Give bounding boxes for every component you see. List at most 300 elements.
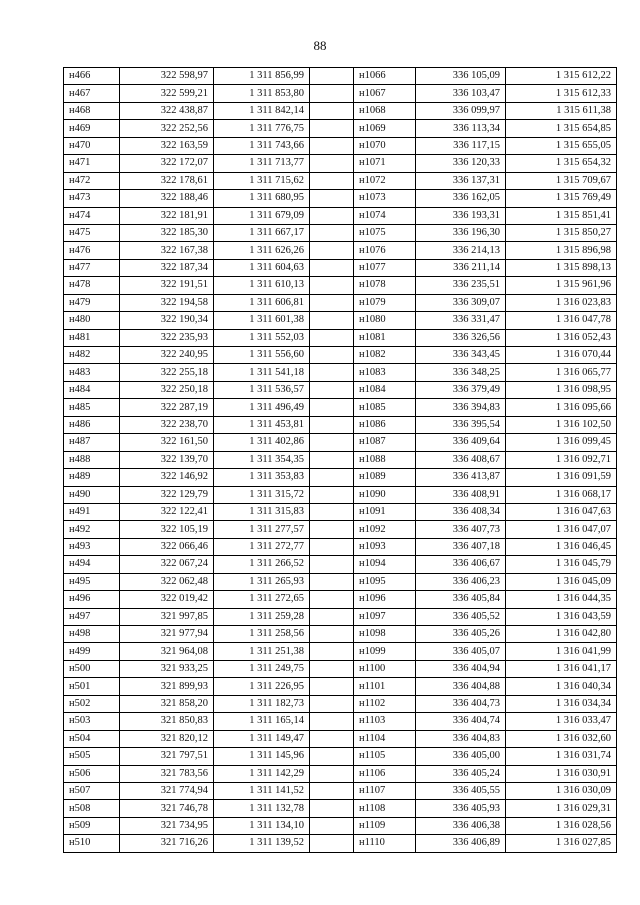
- table-row: [64, 312, 617, 329]
- spacer-cell: [310, 68, 354, 85]
- point-id-cell: н1104: [354, 730, 416, 747]
- table-row: [64, 678, 617, 695]
- point-id-cell: н1107: [354, 782, 416, 799]
- table-row: [64, 102, 617, 119]
- y-coordinate-cell: 1 316 041,17: [506, 660, 617, 677]
- point-id-cell: н1076: [354, 242, 416, 259]
- x-coordinate-cell: 322 172,07: [120, 155, 214, 172]
- spacer-cell: [310, 242, 354, 259]
- x-coordinate-cell: 322 185,30: [120, 224, 214, 241]
- point-id-cell: н1108: [354, 800, 416, 817]
- point-id-cell: н1110: [354, 835, 416, 852]
- x-coordinate-cell: 322 287,19: [120, 399, 214, 416]
- spacer-cell: [310, 120, 354, 137]
- coordinates-table-body: [64, 68, 617, 853]
- point-id-cell: н469: [64, 120, 120, 137]
- x-coordinate-cell: 336 211,14: [416, 259, 506, 276]
- table-row: [64, 434, 617, 451]
- point-id-cell: н1097: [354, 608, 416, 625]
- point-id-cell: н476: [64, 242, 120, 259]
- y-coordinate-cell: 1 311 145,96: [214, 748, 310, 765]
- point-id-cell: н494: [64, 556, 120, 573]
- point-id-cell: н1066: [354, 68, 416, 85]
- y-coordinate-cell: 1 311 402,86: [214, 434, 310, 451]
- table-row: [64, 608, 617, 625]
- x-coordinate-cell: 336 405,84: [416, 591, 506, 608]
- x-coordinate-cell: 321 783,56: [120, 765, 214, 782]
- spacer-cell: [310, 294, 354, 311]
- x-coordinate-cell: 321 734,95: [120, 817, 214, 834]
- table-row: [64, 695, 617, 712]
- point-id-cell: н1083: [354, 364, 416, 381]
- spacer-cell: [310, 434, 354, 451]
- table-row: [64, 190, 617, 207]
- table-row: [64, 381, 617, 398]
- table-row: [64, 364, 617, 381]
- x-coordinate-cell: 322 187,34: [120, 259, 214, 276]
- x-coordinate-cell: 322 178,61: [120, 172, 214, 189]
- x-coordinate-cell: 336 404,88: [416, 678, 506, 695]
- spacer-cell: [310, 172, 354, 189]
- spacer-cell: [310, 347, 354, 364]
- point-id-cell: н1089: [354, 469, 416, 486]
- spacer-cell: [310, 259, 354, 276]
- point-id-cell: н505: [64, 748, 120, 765]
- x-coordinate-cell: 322 163,59: [120, 137, 214, 154]
- x-coordinate-cell: 336 406,23: [416, 573, 506, 590]
- x-coordinate-cell: 321 899,93: [120, 678, 214, 695]
- table-row: [64, 120, 617, 137]
- y-coordinate-cell: 1 311 610,13: [214, 277, 310, 294]
- x-coordinate-cell: 336 343,45: [416, 347, 506, 364]
- point-id-cell: н472: [64, 172, 120, 189]
- x-coordinate-cell: 322 146,92: [120, 469, 214, 486]
- point-id-cell: н1077: [354, 259, 416, 276]
- y-coordinate-cell: 1 316 042,80: [506, 626, 617, 643]
- x-coordinate-cell: 322 161,50: [120, 434, 214, 451]
- x-coordinate-cell: 322 167,38: [120, 242, 214, 259]
- x-coordinate-cell: 321 964,08: [120, 643, 214, 660]
- y-coordinate-cell: 1 316 091,59: [506, 469, 617, 486]
- point-id-cell: н499: [64, 643, 120, 660]
- spacer-cell: [310, 748, 354, 765]
- x-coordinate-cell: 336 404,73: [416, 695, 506, 712]
- x-coordinate-cell: 321 933,25: [120, 660, 214, 677]
- point-id-cell: н1080: [354, 312, 416, 329]
- spacer-cell: [310, 608, 354, 625]
- y-coordinate-cell: 1 311 606,81: [214, 294, 310, 311]
- x-coordinate-cell: 336 406,38: [416, 817, 506, 834]
- table-row: [64, 626, 617, 643]
- table-row: [64, 155, 617, 172]
- x-coordinate-cell: 322 598,97: [120, 68, 214, 85]
- y-coordinate-cell: 1 311 258,56: [214, 626, 310, 643]
- y-coordinate-cell: 1 316 047,07: [506, 521, 617, 538]
- table-row: [64, 748, 617, 765]
- y-coordinate-cell: 1 311 556,60: [214, 347, 310, 364]
- point-id-cell: н1087: [354, 434, 416, 451]
- point-id-cell: н485: [64, 399, 120, 416]
- table-row: [64, 765, 617, 782]
- y-coordinate-cell: 1 311 226,95: [214, 678, 310, 695]
- x-coordinate-cell: 321 858,20: [120, 695, 214, 712]
- y-coordinate-cell: 1 311 842,14: [214, 102, 310, 119]
- point-id-cell: н508: [64, 800, 120, 817]
- table-row: [64, 538, 617, 555]
- spacer-cell: [310, 695, 354, 712]
- y-coordinate-cell: 1 316 028,56: [506, 817, 617, 834]
- x-coordinate-cell: 322 599,21: [120, 85, 214, 102]
- y-coordinate-cell: 1 316 102,50: [506, 416, 617, 433]
- point-id-cell: н495: [64, 573, 120, 590]
- y-coordinate-cell: 1 316 044,35: [506, 591, 617, 608]
- y-coordinate-cell: 1 316 041,99: [506, 643, 617, 660]
- point-id-cell: н493: [64, 538, 120, 555]
- y-coordinate-cell: 1 316 065,77: [506, 364, 617, 381]
- point-id-cell: н1096: [354, 591, 416, 608]
- y-coordinate-cell: 1 311 601,38: [214, 312, 310, 329]
- y-coordinate-cell: 1 315 654,32: [506, 155, 617, 172]
- y-coordinate-cell: 1 311 853,80: [214, 85, 310, 102]
- y-coordinate-cell: 1 311 776,75: [214, 120, 310, 137]
- point-id-cell: н490: [64, 486, 120, 503]
- x-coordinate-cell: 322 194,58: [120, 294, 214, 311]
- point-id-cell: н498: [64, 626, 120, 643]
- y-coordinate-cell: 1 316 068,17: [506, 486, 617, 503]
- x-coordinate-cell: 336 099,97: [416, 102, 506, 119]
- x-coordinate-cell: 336 326,56: [416, 329, 506, 346]
- y-coordinate-cell: 1 315 612,33: [506, 85, 617, 102]
- point-id-cell: н478: [64, 277, 120, 294]
- point-id-cell: н491: [64, 503, 120, 520]
- point-id-cell: н488: [64, 451, 120, 468]
- y-coordinate-cell: 1 315 851,41: [506, 207, 617, 224]
- x-coordinate-cell: 336 309,07: [416, 294, 506, 311]
- table-row: [64, 573, 617, 590]
- table-row: [64, 207, 617, 224]
- x-coordinate-cell: 321 997,85: [120, 608, 214, 625]
- y-coordinate-cell: 1 311 354,35: [214, 451, 310, 468]
- spacer-cell: [310, 713, 354, 730]
- table-row: [64, 660, 617, 677]
- spacer-cell: [310, 765, 354, 782]
- y-coordinate-cell: 1 316 027,85: [506, 835, 617, 852]
- y-coordinate-cell: 1 316 040,34: [506, 678, 617, 695]
- point-id-cell: н1071: [354, 155, 416, 172]
- x-coordinate-cell: 336 394,83: [416, 399, 506, 416]
- page-number: 88: [313, 38, 327, 53]
- spacer-cell: [310, 730, 354, 747]
- x-coordinate-cell: 336 162,05: [416, 190, 506, 207]
- x-coordinate-cell: 336 406,89: [416, 835, 506, 852]
- point-id-cell: н497: [64, 608, 120, 625]
- spacer-cell: [310, 817, 354, 834]
- x-coordinate-cell: 336 405,24: [416, 765, 506, 782]
- y-coordinate-cell: 1 311 141,52: [214, 782, 310, 799]
- spacer-cell: [310, 503, 354, 520]
- spacer-cell: [310, 678, 354, 695]
- y-coordinate-cell: 1 311 265,93: [214, 573, 310, 590]
- x-coordinate-cell: 336 137,31: [416, 172, 506, 189]
- spacer-cell: [310, 85, 354, 102]
- spacer-cell: [310, 364, 354, 381]
- x-coordinate-cell: 336 405,00: [416, 748, 506, 765]
- y-coordinate-cell: 1 311 715,62: [214, 172, 310, 189]
- point-id-cell: н477: [64, 259, 120, 276]
- spacer-cell: [310, 469, 354, 486]
- table-row: [64, 800, 617, 817]
- table-row: [64, 224, 617, 241]
- x-coordinate-cell: 336 193,31: [416, 207, 506, 224]
- spacer-cell: [310, 416, 354, 433]
- point-id-cell: н1100: [354, 660, 416, 677]
- x-coordinate-cell: 336 405,93: [416, 800, 506, 817]
- spacer-cell: [310, 155, 354, 172]
- y-coordinate-cell: 1 311 134,10: [214, 817, 310, 834]
- table-row: [64, 294, 617, 311]
- table-row: [64, 713, 617, 730]
- table-row: [64, 730, 617, 747]
- x-coordinate-cell: 321 850,83: [120, 713, 214, 730]
- x-coordinate-cell: 336 103,47: [416, 85, 506, 102]
- spacer-cell: [310, 643, 354, 660]
- table-row: [64, 521, 617, 538]
- point-id-cell: н1106: [354, 765, 416, 782]
- y-coordinate-cell: 1 311 182,73: [214, 695, 310, 712]
- y-coordinate-cell: 1 316 030,91: [506, 765, 617, 782]
- x-coordinate-cell: 322 438,87: [120, 102, 214, 119]
- x-coordinate-cell: 322 181,91: [120, 207, 214, 224]
- y-coordinate-cell: 1 315 709,67: [506, 172, 617, 189]
- y-coordinate-cell: 1 311 251,38: [214, 643, 310, 660]
- x-coordinate-cell: 336 406,67: [416, 556, 506, 573]
- x-coordinate-cell: 322 188,46: [120, 190, 214, 207]
- table-row: [64, 782, 617, 799]
- spacer-cell: [310, 800, 354, 817]
- point-id-cell: н1098: [354, 626, 416, 643]
- x-coordinate-cell: 321 716,26: [120, 835, 214, 852]
- point-id-cell: н1084: [354, 381, 416, 398]
- point-id-cell: н482: [64, 347, 120, 364]
- x-coordinate-cell: 322 255,18: [120, 364, 214, 381]
- x-coordinate-cell: 336 379,49: [416, 381, 506, 398]
- point-id-cell: н504: [64, 730, 120, 747]
- point-id-cell: н483: [64, 364, 120, 381]
- x-coordinate-cell: 336 404,83: [416, 730, 506, 747]
- point-id-cell: н1099: [354, 643, 416, 660]
- y-coordinate-cell: 1 311 856,99: [214, 68, 310, 85]
- spacer-cell: [310, 137, 354, 154]
- y-coordinate-cell: 1 311 667,17: [214, 224, 310, 241]
- x-coordinate-cell: 336 405,26: [416, 626, 506, 643]
- table-row: [64, 347, 617, 364]
- spacer-cell: [310, 190, 354, 207]
- y-coordinate-cell: 1 315 655,05: [506, 137, 617, 154]
- x-coordinate-cell: 336 120,33: [416, 155, 506, 172]
- spacer-cell: [310, 207, 354, 224]
- point-id-cell: н1070: [354, 137, 416, 154]
- spacer-cell: [310, 312, 354, 329]
- table-row: [64, 399, 617, 416]
- table-row: [64, 416, 617, 433]
- point-id-cell: н1092: [354, 521, 416, 538]
- point-id-cell: н1105: [354, 748, 416, 765]
- point-id-cell: н1086: [354, 416, 416, 433]
- coordinates-table: [63, 67, 617, 853]
- y-coordinate-cell: 1 311 272,77: [214, 538, 310, 555]
- point-id-cell: н1088: [354, 451, 416, 468]
- table-row: [64, 835, 617, 852]
- point-id-cell: н480: [64, 312, 120, 329]
- y-coordinate-cell: 1 316 031,74: [506, 748, 617, 765]
- y-coordinate-cell: 1 315 611,38: [506, 102, 617, 119]
- table-row: [64, 329, 617, 346]
- x-coordinate-cell: 336 408,34: [416, 503, 506, 520]
- y-coordinate-cell: 1 316 032,60: [506, 730, 617, 747]
- x-coordinate-cell: 336 395,54: [416, 416, 506, 433]
- x-coordinate-cell: 336 348,25: [416, 364, 506, 381]
- x-coordinate-cell: 336 408,67: [416, 451, 506, 468]
- y-coordinate-cell: 1 311 626,26: [214, 242, 310, 259]
- spacer-cell: [310, 329, 354, 346]
- point-id-cell: н507: [64, 782, 120, 799]
- x-coordinate-cell: 322 240,95: [120, 347, 214, 364]
- point-id-cell: н484: [64, 381, 120, 398]
- x-coordinate-cell: 336 407,73: [416, 521, 506, 538]
- point-id-cell: н467: [64, 85, 120, 102]
- y-coordinate-cell: 1 311 139,52: [214, 835, 310, 852]
- x-coordinate-cell: 336 331,47: [416, 312, 506, 329]
- point-id-cell: н496: [64, 591, 120, 608]
- spacer-cell: [310, 626, 354, 643]
- point-id-cell: н489: [64, 469, 120, 486]
- x-coordinate-cell: 336 407,18: [416, 538, 506, 555]
- point-id-cell: н1078: [354, 277, 416, 294]
- y-coordinate-cell: 1 316 045,09: [506, 573, 617, 590]
- spacer-cell: [310, 381, 354, 398]
- point-id-cell: н1095: [354, 573, 416, 590]
- y-coordinate-cell: 1 316 029,31: [506, 800, 617, 817]
- y-coordinate-cell: 1 316 046,45: [506, 538, 617, 555]
- table-row: [64, 451, 617, 468]
- x-coordinate-cell: 322 129,79: [120, 486, 214, 503]
- y-coordinate-cell: 1 311 604,63: [214, 259, 310, 276]
- point-id-cell: н486: [64, 416, 120, 433]
- x-coordinate-cell: 336 105,09: [416, 68, 506, 85]
- table-row: [64, 277, 617, 294]
- point-id-cell: н503: [64, 713, 120, 730]
- y-coordinate-cell: 1 316 033,47: [506, 713, 617, 730]
- y-coordinate-cell: 1 311 453,81: [214, 416, 310, 433]
- x-coordinate-cell: 322 062,48: [120, 573, 214, 590]
- x-coordinate-cell: 336 196,30: [416, 224, 506, 241]
- point-id-cell: н479: [64, 294, 120, 311]
- y-coordinate-cell: 1 316 095,66: [506, 399, 617, 416]
- y-coordinate-cell: 1 311 541,18: [214, 364, 310, 381]
- x-coordinate-cell: 322 066,46: [120, 538, 214, 555]
- y-coordinate-cell: 1 311 315,72: [214, 486, 310, 503]
- y-coordinate-cell: 1 311 266,52: [214, 556, 310, 573]
- x-coordinate-cell: 321 977,94: [120, 626, 214, 643]
- x-coordinate-cell: 322 191,51: [120, 277, 214, 294]
- y-coordinate-cell: 1 316 052,43: [506, 329, 617, 346]
- spacer-cell: [310, 660, 354, 677]
- y-coordinate-cell: 1 316 047,63: [506, 503, 617, 520]
- point-id-cell: н1075: [354, 224, 416, 241]
- y-coordinate-cell: 1 315 612,22: [506, 68, 617, 85]
- x-coordinate-cell: 321 774,94: [120, 782, 214, 799]
- spacer-cell: [310, 486, 354, 503]
- y-coordinate-cell: 1 311 496,49: [214, 399, 310, 416]
- y-coordinate-cell: 1 311 132,78: [214, 800, 310, 817]
- x-coordinate-cell: 322 190,34: [120, 312, 214, 329]
- table-row: [64, 85, 617, 102]
- point-id-cell: н1074: [354, 207, 416, 224]
- x-coordinate-cell: 322 139,70: [120, 451, 214, 468]
- spacer-cell: [310, 224, 354, 241]
- x-coordinate-cell: 322 238,70: [120, 416, 214, 433]
- point-id-cell: н468: [64, 102, 120, 119]
- x-coordinate-cell: 336 405,52: [416, 608, 506, 625]
- x-coordinate-cell: 336 413,87: [416, 469, 506, 486]
- x-coordinate-cell: 336 117,15: [416, 137, 506, 154]
- spacer-cell: [310, 277, 354, 294]
- y-coordinate-cell: 1 311 272,65: [214, 591, 310, 608]
- y-coordinate-cell: 1 316 047,78: [506, 312, 617, 329]
- point-id-cell: н500: [64, 660, 120, 677]
- point-id-cell: н481: [64, 329, 120, 346]
- table-row: [64, 259, 617, 276]
- y-coordinate-cell: 1 311 353,83: [214, 469, 310, 486]
- spacer-cell: [310, 573, 354, 590]
- point-id-cell: н471: [64, 155, 120, 172]
- point-id-cell: н1067: [354, 85, 416, 102]
- point-id-cell: н475: [64, 224, 120, 241]
- point-id-cell: н509: [64, 817, 120, 834]
- x-coordinate-cell: 322 250,18: [120, 381, 214, 398]
- point-id-cell: н1069: [354, 120, 416, 137]
- x-coordinate-cell: 336 214,13: [416, 242, 506, 259]
- spacer-cell: [310, 835, 354, 852]
- point-id-cell: н1109: [354, 817, 416, 834]
- y-coordinate-cell: 1 316 034,34: [506, 695, 617, 712]
- x-coordinate-cell: 322 019,42: [120, 591, 214, 608]
- table-row: [64, 817, 617, 834]
- y-coordinate-cell: 1 316 043,59: [506, 608, 617, 625]
- x-coordinate-cell: 322 252,56: [120, 120, 214, 137]
- y-coordinate-cell: 1 311 259,28: [214, 608, 310, 625]
- x-coordinate-cell: 322 105,19: [120, 521, 214, 538]
- x-coordinate-cell: 321 820,12: [120, 730, 214, 747]
- point-id-cell: н470: [64, 137, 120, 154]
- table-row: [64, 503, 617, 520]
- point-id-cell: н1073: [354, 190, 416, 207]
- point-id-cell: н1091: [354, 503, 416, 520]
- x-coordinate-cell: 336 405,07: [416, 643, 506, 660]
- point-id-cell: н1094: [354, 556, 416, 573]
- table-row: [64, 242, 617, 259]
- spacer-cell: [310, 782, 354, 799]
- y-coordinate-cell: 1 311 713,77: [214, 155, 310, 172]
- spacer-cell: [310, 102, 354, 119]
- x-coordinate-cell: 336 235,51: [416, 277, 506, 294]
- table-row: [64, 556, 617, 573]
- x-coordinate-cell: 336 113,34: [416, 120, 506, 137]
- y-coordinate-cell: 1 311 277,57: [214, 521, 310, 538]
- y-coordinate-cell: 1 311 536,57: [214, 381, 310, 398]
- y-coordinate-cell: 1 311 552,03: [214, 329, 310, 346]
- y-coordinate-cell: 1 311 149,47: [214, 730, 310, 747]
